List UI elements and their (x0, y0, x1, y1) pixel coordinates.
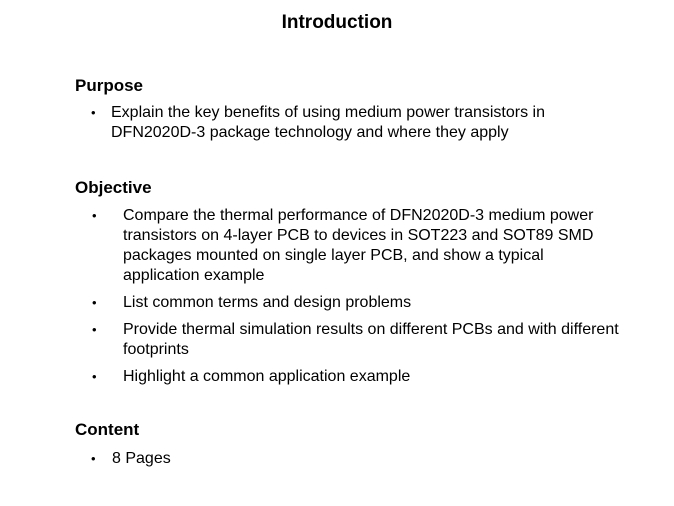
content-item-text: 8 Pages (112, 450, 171, 467)
list-item (92, 367, 623, 387)
purpose-heading: Purpose (75, 76, 144, 95)
objective-heading: Objective (75, 178, 152, 197)
bullet-icon: • (92, 208, 97, 223)
list-item (91, 449, 412, 469)
purpose-item-text: Explain the key benefits of using medium power transistors in DFN2020D-3 package technology and where they apply (111, 104, 545, 141)
content-list (91, 449, 412, 469)
bullet-icon: • (92, 295, 97, 310)
list-item (91, 103, 631, 143)
slide-title: Introduction (281, 12, 393, 33)
objective-item-text: List common terms and design problems (123, 294, 412, 311)
list-item (92, 320, 623, 360)
bullet-icon: • (92, 369, 97, 384)
objective-item-text: Highlight a common application example (123, 368, 411, 385)
bullet-icon: • (91, 105, 96, 120)
bullet-icon: • (92, 322, 97, 337)
content-heading: Content (75, 420, 140, 439)
objective-list (92, 206, 623, 394)
objective-item-text: Provide thermal simulation results on different PCBs and with different footprints (123, 321, 619, 358)
list-item (92, 206, 623, 286)
objective-item-text: Compare the thermal performance of DFN2020D-3 medium power transistors on 4-layer PCB to devices in SOT223 and SOT89 SMD packages mounted on single layer PCB, and show a typical application example (123, 207, 594, 284)
purpose-list (91, 103, 631, 143)
list-item (92, 293, 623, 313)
bullet-icon: • (91, 451, 96, 466)
